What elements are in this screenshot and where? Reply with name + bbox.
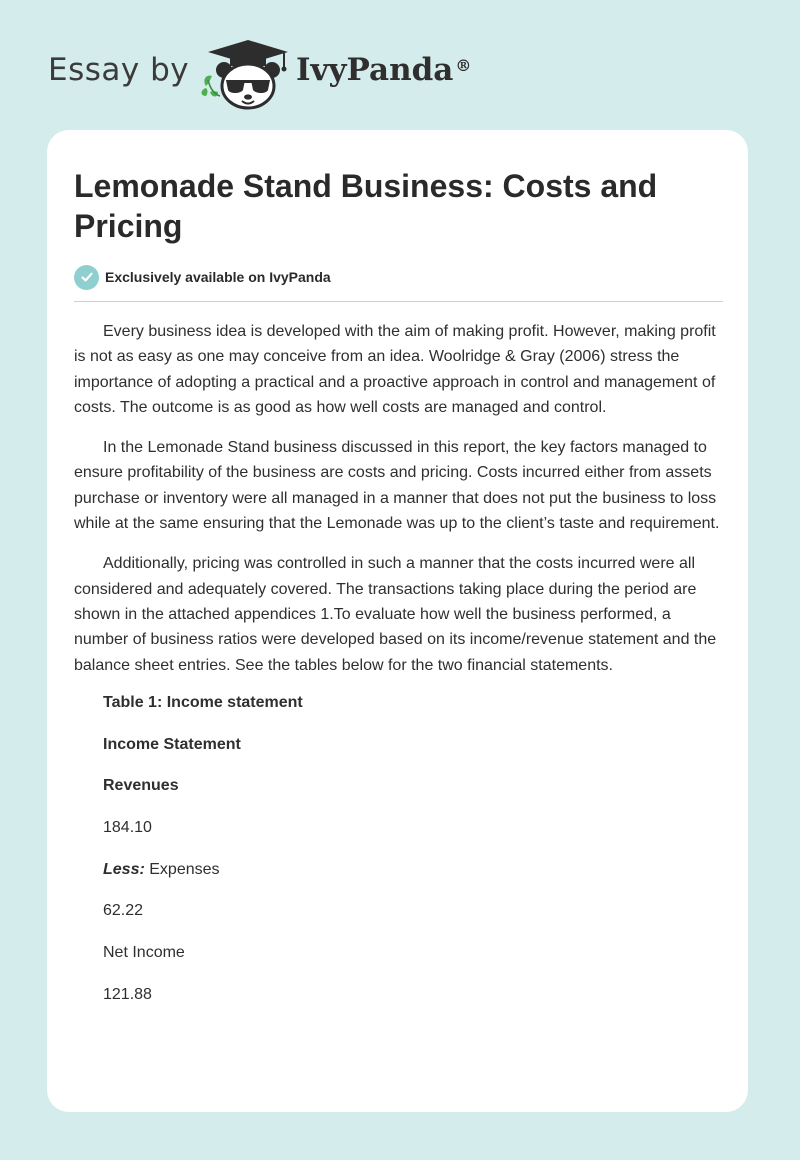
brand-name: IvyPanda [296,52,454,88]
revenues-value: 184.10 [103,818,152,836]
net-income-label: Net Income [103,943,185,961]
panda-graduate-icon[interactable] [200,36,296,110]
essay-card [47,130,748,1112]
paragraph: Additionally, pricing was controlled in such a manner that the costs incurred were all considered and adequately covered. The transactions taking place during the period are shown in the attached appendices 1.To evaluate how well the business performed, a number of business ratios were developed based on its income/revenue statement and the balance sheet entries. See the tables below for the two financial statements. [74,555,717,674]
divider [74,301,723,302]
registered-mark: ® [455,56,472,75]
page-title: Lemonade Stand Business: Costs and Pricing [74,168,658,244]
expenses-label: Expenses [149,860,220,878]
exclusive-badge-text: Exclusively available on IvyPanda [105,269,331,285]
essay-content [74,166,723,1026]
revenues-label: Revenues [103,777,179,795]
net-income-value: 121.88 [103,985,152,1003]
paragraph: Every business idea is developed with the aim of making profit. However, making profit is not as easy as one may conceive from an idea. Woolridge & Gray (2006) stress the importance of adopting a practical and a proactive approach in control and management of costs. The outcome is as good as how well costs are managed and control. [74,323,716,416]
expenses-value: 62.22 [103,902,144,920]
site-header [0,0,800,120]
exclusive-badge [74,263,723,291]
paragraph: In the Lemonade Stand business discussed in this report, the key factors managed to ensure profitability of the business are costs and pricing. Costs incurred either from assets purchase or inventory were all managed in a manner that does not put the business to loss while at the same ensuring that the Lemonade was up to the client’s taste and requirement. [74,439,720,533]
essay-by-label: Essay by [48,52,190,88]
statement-heading: Income Statement [103,735,241,753]
table-caption: Table 1: Income statement [103,693,303,711]
essay-body [74,319,723,1026]
less-label: Less: [103,860,145,878]
brand-logo-text[interactable] [296,50,471,90]
expenses-row [74,860,723,902]
check-icon [74,265,99,290]
